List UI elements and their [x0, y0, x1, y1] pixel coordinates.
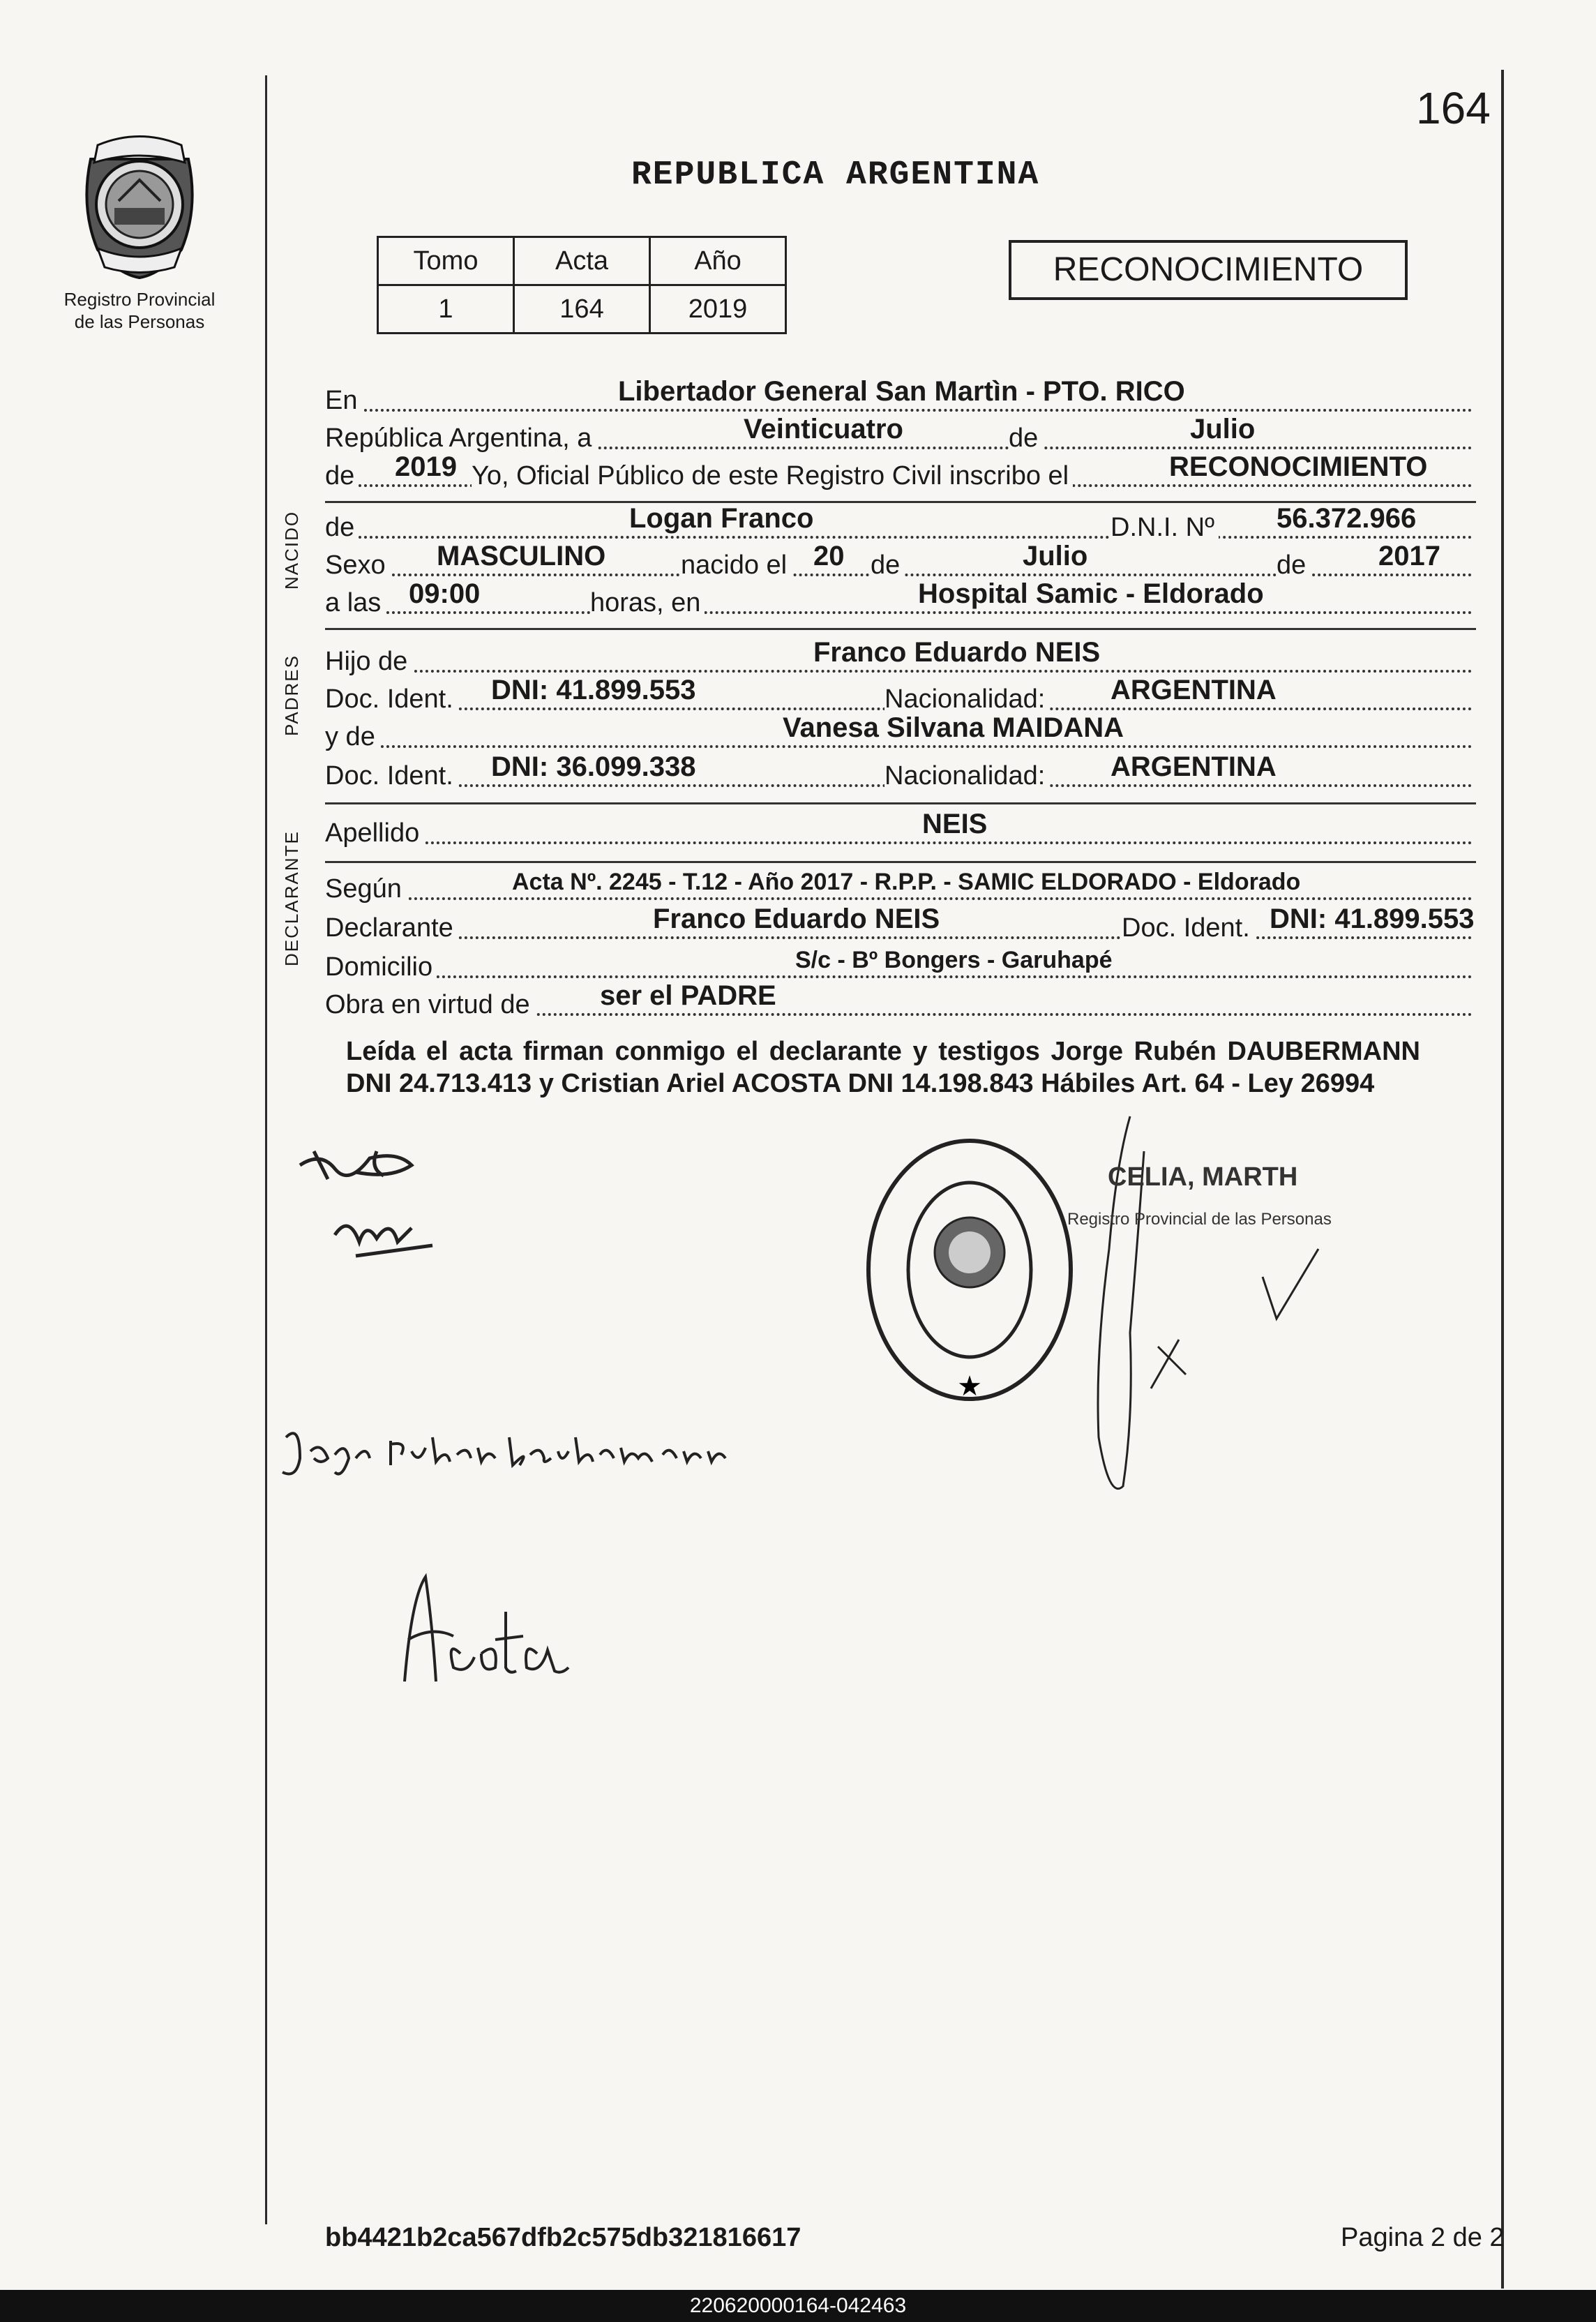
section-separator: [325, 802, 1476, 804]
field-hora: a las 09:00 horas, en Hospital Samic - Eldorado: [325, 579, 1473, 622]
stamp-organization: Registro Provincial de las Personas: [1067, 1210, 1332, 1229]
side-label-declarante: DECLARANTE: [281, 830, 302, 966]
field-republica: República Argentina, a Veinticuatro de Julio: [325, 414, 1473, 458]
section-separator: [325, 861, 1476, 863]
field-anio: de 2019 Yo, Oficial Público de este Registro Civil inscribo el RECONOCIMIENTO: [325, 452, 1473, 495]
field-madre: y de Vanesa Silvana MAIDANA: [325, 713, 1473, 756]
field-en: En Libertador General San Martìn - PTO. RICO: [325, 377, 1473, 420]
left-margin-line: [265, 75, 267, 2224]
footer-code: 220620000164-042463: [0, 2290, 1596, 2322]
value-anio: 2019: [650, 285, 786, 334]
stamp-name: CELIA, MARTH: [1108, 1162, 1298, 1192]
document-hash: bb4421b2ca567dfb2c575db321816617: [325, 2223, 801, 2252]
field-padre-doc: Doc. Ident. DNI: 41.899.553 Nacionalidad: ARGENTINA: [325, 675, 1473, 719]
document-title: REPUBLICA ARGENTINA: [631, 156, 1040, 194]
registry-logo: [42, 131, 237, 333]
section-separator: [325, 628, 1476, 630]
svg-text:★: ★: [957, 1370, 982, 1402]
act-type-box: RECONOCIMIENTO: [1009, 240, 1408, 300]
side-label-padres: PADRES: [281, 654, 302, 736]
value-acta: 164: [514, 285, 650, 334]
registry-table: [377, 236, 787, 334]
header-anio: Año: [650, 237, 786, 285]
declarant-signature-icon: [293, 1137, 474, 1277]
field-padre: Hijo de Franco Eduardo NEIS: [325, 638, 1473, 681]
header-acta: Acta: [514, 237, 650, 285]
field-madre-doc: Doc. Ident. DNI: 36.099.338 Nacionalidad: ARGENTINA: [325, 752, 1473, 795]
header-tomo: Tomo: [378, 237, 514, 285]
pagination: Pagina 2 de 2: [1341, 2223, 1505, 2252]
field-declarante: Declarante Franco Eduardo NEIS Doc. Ident. DNI: 41.899.553: [325, 904, 1475, 943]
logo-label-2: de las Personas: [74, 311, 205, 332]
field-obra: Obra en virtud de ser el PADRE: [325, 981, 1473, 1024]
witness-signature-daubermann: [279, 1409, 781, 1486]
witness-signature-acosta: [377, 1570, 586, 1695]
closing-statement: Leída el acta firman conmigo el declarante y testigos Jorge Rubén DAUBERMANN DNI 24.713.413 y Cristian Ariel ACOSTA DNI 14.198.843 Hábiles Art. 64 - Ley 26994: [346, 1037, 1420, 1098]
field-nombre: de Logan Franco D.N.I. Nº 56.372.966: [325, 504, 1473, 547]
field-segun: Según Acta Nº. 2245 - T.12 - Año 2017 - R.P.P. - SAMIC ELDORADO - Eldorado: [325, 865, 1473, 908]
value-tomo: 1: [378, 285, 514, 334]
right-margin-line: [1501, 70, 1504, 2289]
logo-label-1: Registro Provincial: [63, 289, 216, 310]
field-apellido: Apellido NEIS: [325, 809, 1473, 853]
misiones-seal-icon: [70, 131, 209, 285]
page-number: 164: [1416, 83, 1491, 133]
field-sexo: Sexo MASCULINO nacido el 20 de Julio de 2017: [325, 541, 1473, 585]
side-label-nacido: NACIDO: [281, 510, 302, 590]
field-domicilio: Domicilio S/c - Bº Bongers - Garuhapé: [325, 943, 1473, 987]
